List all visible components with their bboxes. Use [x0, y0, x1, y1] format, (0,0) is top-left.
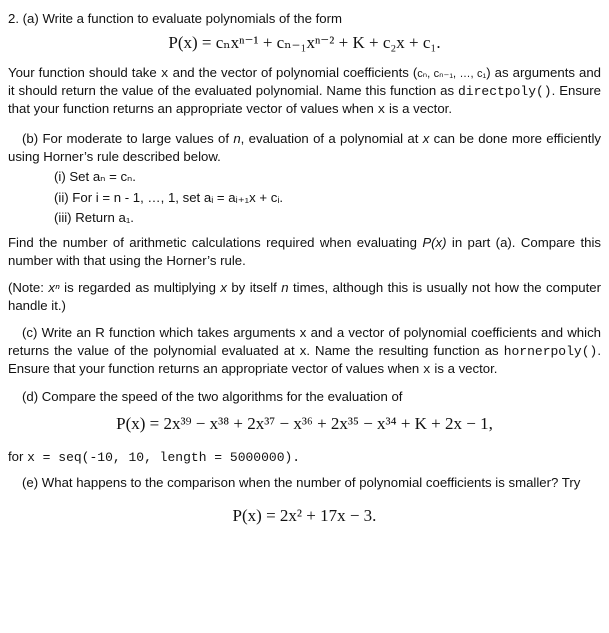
part-e-paragraph: (e) What happens to the comparison when the number of polynomial coefficients is smaller? Try	[22, 474, 581, 490]
note-paragraph: (Note: xⁿ is regarded as multiplying x by itself n times, although this is usually not how the computer handle it.)	[8, 280, 601, 313]
seq-code: x = seq(-10, 10, length = 5000000).	[27, 449, 301, 465]
for-x-paragraph: for x = seq(-10, 10, length = 5000000).	[8, 448, 301, 465]
horner-step-1: (i) Set aₙ = cₙ.	[54, 169, 136, 185]
hornerpoly-function-name: hornerpoly()	[503, 343, 598, 359]
small-polynomial-equation: P(x) = 2x² + 17x − 3.	[232, 506, 377, 526]
horner-step-2: (ii) For i = n - 1, …, 1, set aᵢ = aᵢ₊₁x + cᵢ.	[54, 189, 284, 205]
part-d-paragraph: (d) Compare the speed of the two algorithms for the evaluation of	[22, 388, 403, 404]
find-paragraph: Find the number of arithmetic calculations required when evaluating P(x) in part (a). Compare this number with that using the Horner’s rule.	[8, 235, 601, 268]
speed-test-equation: P(x) = 2x³⁹ − x³⁸ + 2x³⁷ − x³⁶ + 2x³⁵ − x³⁴ + K + 2x − 1,	[116, 414, 493, 434]
directpoly-function-name: directpoly()	[457, 84, 552, 100]
polynomial-equation: P(x) = cₙxⁿ⁻¹ + cₙ₋₁xⁿ⁻² + K + c₂x + c₁.	[168, 33, 441, 53]
part-a-paragraph: Your function should take x and the vector of polynomial coefficients (cₙ, cₙ₋₁, …, c₁) as arguments and it should return the value of the evaluated polynomial. Name this function as directpoly(). Ensure that your function returns an appropriate vector of values when x is a vector.	[8, 64, 601, 118]
question-2a-intro: 2. (a) Write a function to evaluate polynomials of the form	[8, 11, 343, 26]
part-b-paragraph: (b) For moderate to large values of n, evaluation of a polynomial at x can be done more efficiently using Horner’s rule described below.	[8, 131, 601, 164]
horner-step-3: (iii) Return a₁.	[54, 210, 134, 226]
part-c-paragraph: (c) Write an R function which takes arguments x and a vector of polynomial coefficients and which returns the value of the polynomial evaluated at x. Name the resulting function as hornerpoly(). Ensure that your function returns an appropriate vector of values when x is a vector.	[8, 325, 601, 377]
